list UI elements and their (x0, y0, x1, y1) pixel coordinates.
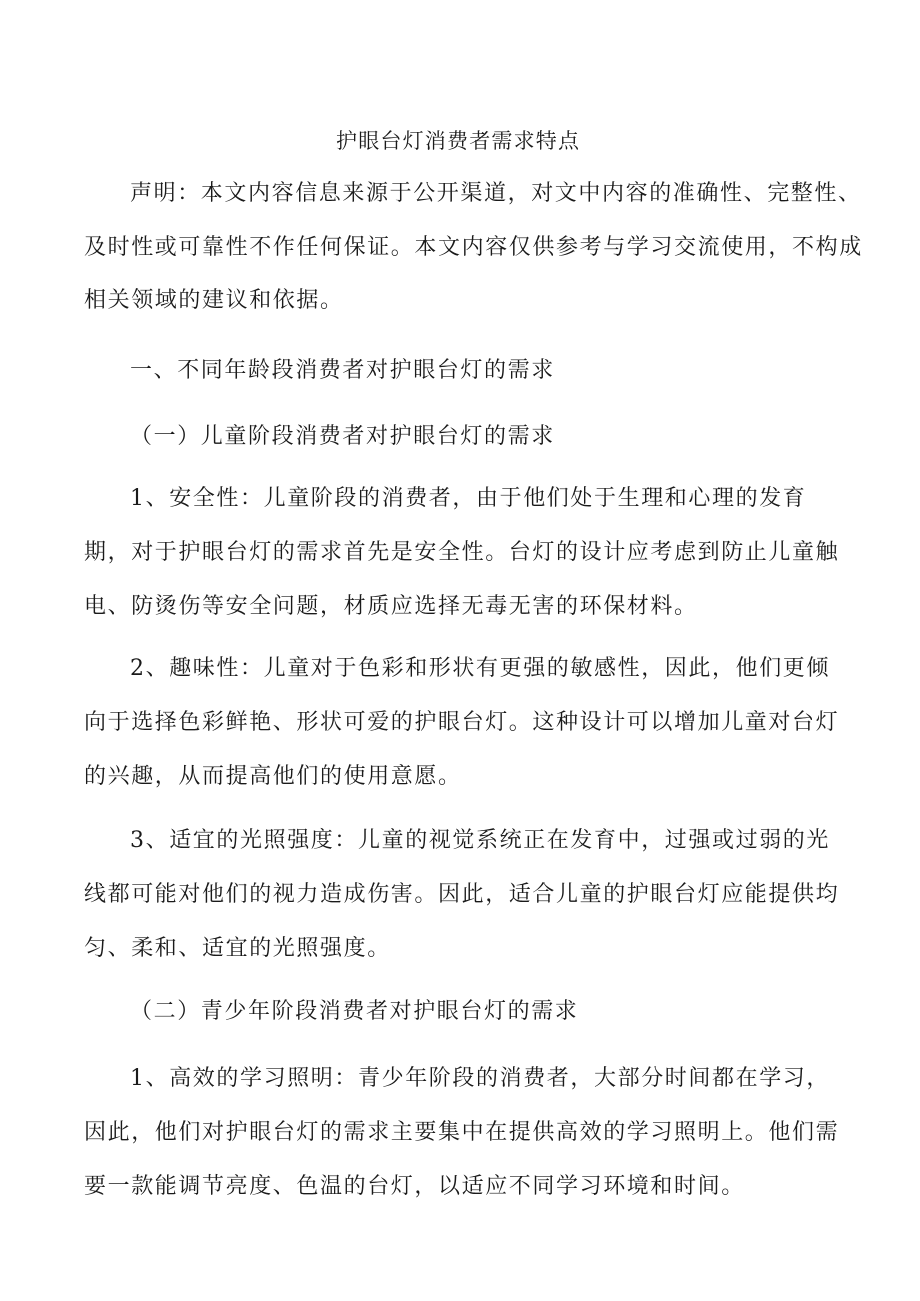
paragraph-line: 电、防烫伤等安全问题，材质应选择无毒无害的环保材料。 (84, 594, 698, 619)
subsection-heading: （一）儿童阶段消费者对护眼台灯的需求 (130, 424, 555, 449)
disclaimer-line: 及时性或可靠性不作任何保证。本文内容仅供参考与学习交流使用，不构成 (84, 235, 863, 260)
paragraph-line: 1、安全性：儿童阶段的消费者，由于他们处于生理和心理的发育 (130, 486, 807, 511)
paragraph-line: 要一款能调节亮度、色温的台灯，以适应不同学习环境和时间。 (84, 1174, 745, 1199)
section-heading: 一、不同年龄段消费者对护眼台灯的需求 (130, 358, 555, 383)
paragraph-line: 的兴趣，从而提高他们的使用意愿。 (84, 764, 462, 789)
paragraph-line: 2、趣味性：儿童对于色彩和形状有更强的敏感性，因此，他们更倾 (130, 656, 830, 681)
paragraph-line: 向于选择色彩鲜艳、形状可爱的护眼台灯。这种设计可以增加儿童对台灯 (84, 710, 840, 735)
document-title: 护眼台灯消费者需求特点 (336, 129, 581, 153)
disclaimer-line: 相关领域的建议和依据。 (84, 288, 344, 313)
subsection-heading: （二）青少年阶段消费者对护眼台灯的需求 (130, 999, 579, 1024)
paragraph-line: 1、高效的学习照明：青少年阶段的消费者，大部分时间都在学习， (130, 1066, 830, 1091)
paragraph-line: 3、适宜的光照强度：儿童的视觉系统正在发育中，过强或过弱的光 (130, 828, 830, 853)
paragraph-line: 线都可能对他们的视力造成伤害。因此，适合儿童的护眼台灯应能提供均 (84, 882, 840, 907)
paragraph-line: 匀、柔和、适宜的光照强度。 (84, 936, 391, 961)
disclaimer-line: 声明：本文内容信息来源于公开渠道，对文中内容的准确性、完整性、 (130, 181, 862, 206)
paragraph-line: 因此，他们对护眼台灯的需求主要集中在提供高效的学习照明上。他们需 (84, 1120, 840, 1145)
paragraph-line: 期，对于护眼台灯的需求首先是安全性。台灯的设计应考虑到防止儿童触 (84, 540, 840, 565)
